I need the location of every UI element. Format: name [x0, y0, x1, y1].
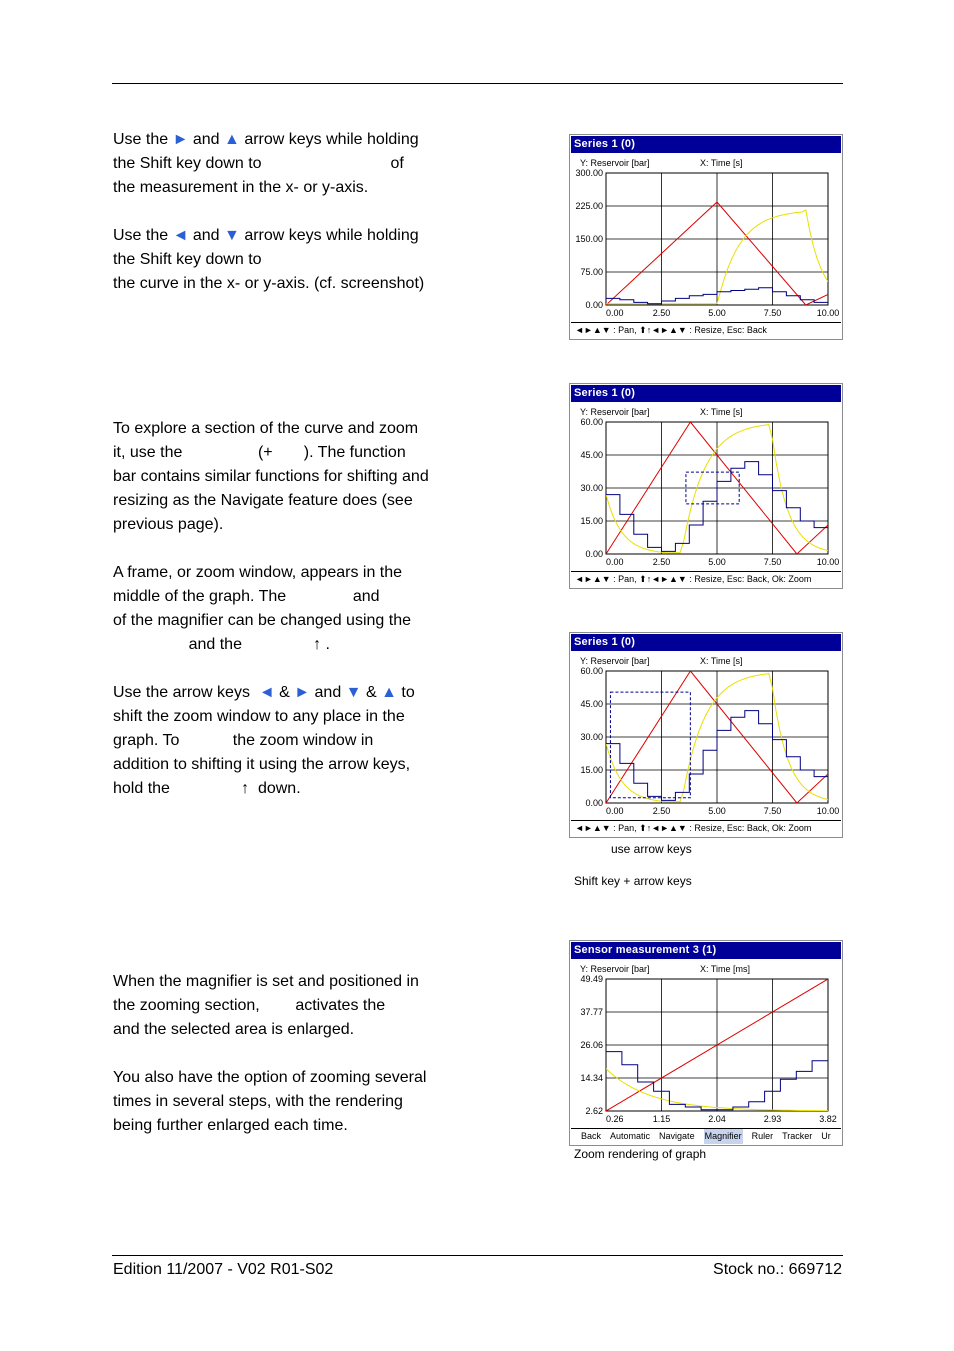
y-tick-label: 300.00	[575, 168, 603, 178]
x-axis-label: X: Time [ms]	[700, 964, 751, 974]
screenshot-zoom-rendering	[569, 940, 843, 1146]
up-arrow-icon: ▲	[381, 684, 397, 701]
x-tick-label: 5.00	[708, 806, 726, 816]
footer-edition: Edition 11/2007 - V02 R01-S02	[113, 1261, 334, 1278]
x-tick-label: 5.00	[708, 308, 726, 318]
graph-canvas	[570, 941, 843, 1146]
y-tick-label: 75.00	[580, 267, 603, 277]
x-tick-label: 2.93	[763, 1114, 782, 1124]
menu-bar	[571, 1128, 841, 1144]
para2-and: and	[188, 227, 225, 244]
y-tick-label: 0.00	[585, 549, 603, 559]
x-tick-label: 2.50	[652, 308, 671, 318]
footer-stock-no: Stock no.: 669712	[713, 1261, 842, 1278]
caption-use-arrow-keys: use arrow keys	[611, 842, 692, 856]
down-arrow-icon: ▼	[224, 227, 240, 244]
screenshot-magnifier-center	[569, 383, 843, 589]
header-rule	[112, 83, 843, 84]
right-arrow-icon: ►	[294, 684, 311, 701]
graph-canvas	[570, 384, 843, 589]
left-arrow-icon: ◄	[258, 684, 275, 701]
para5-and: and	[310, 684, 346, 701]
y-tick-label: 0.00	[585, 300, 603, 310]
screenshot-magnifier-moved	[569, 632, 843, 838]
menu-item-ruler: Ruler	[751, 1131, 774, 1141]
para5-amp: &	[274, 684, 295, 701]
x-tick-label: 2.50	[652, 557, 671, 567]
screen-title: Sensor measurement 3 (1)	[571, 942, 841, 959]
x-tick-label: 0.26	[606, 1114, 624, 1124]
down-arrow-icon: ▼	[345, 684, 362, 701]
caption-zoom-rendering: Zoom rendering of graph	[574, 1147, 707, 1161]
up-arrow-icon: ▲	[224, 131, 240, 148]
y-axis-label: Y: Reservoir [bar]	[580, 407, 650, 417]
para5-text-start: Use the arrow keys	[113, 684, 259, 701]
x-tick-label: 1.15	[652, 1114, 671, 1124]
function-bar: ◄►▲▼ : Pan, ⬆↑◄►▲▼ : Resize, Esc: Back, Ok: Zoom	[571, 820, 841, 836]
y-tick-label: 0.00	[585, 798, 603, 808]
y-tick-label: 225.00	[575, 201, 603, 211]
para5-text-rest: to shift the zoom window to any place in the graph. To the zoom window in addition to shifting it using the arrow keys, hold the ↑ down.	[113, 684, 415, 797]
x-tick-label: 10.00	[816, 557, 840, 567]
y-tick-label: 60.00	[580, 417, 603, 427]
menu-item-back: Back	[581, 1131, 602, 1141]
x-tick-label: 2.50	[652, 806, 671, 816]
y-tick-label: 15.00	[580, 516, 603, 526]
menu-item-automatic: Automatic	[610, 1131, 651, 1141]
y-tick-label: 150.00	[575, 234, 603, 244]
menu-item-navigate: Navigate	[659, 1131, 695, 1141]
paragraph-magnifier-activate: When the magnifier is set and positioned in the zooming section, activates the and the selected area is enlarged.	[113, 973, 419, 1038]
menu-item-ur: Ur	[821, 1131, 831, 1141]
x-axis-label: X: Time [s]	[700, 158, 743, 168]
paragraph-explore-zoom: To explore a section of the curve and zoom it, use the (+ ). The function bar contains similar functions for shifting and resizing as the Navigate feature does (see previous page).	[113, 420, 429, 533]
y-axis-label: Y: Reservoir [bar]	[580, 656, 650, 666]
x-tick-label: 7.50	[763, 806, 782, 816]
x-tick-label: 0.00	[606, 557, 624, 567]
y-tick-label: 37.77	[580, 1007, 603, 1017]
graph-canvas	[570, 633, 843, 838]
x-tick-label: 10.00	[816, 806, 840, 816]
x-axis-label: X: Time [s]	[700, 407, 743, 417]
paragraph-zoom-frame: A frame, or zoom window, appears in the middle of the graph. The and of the magnifier can be changed using the and the ↑ .	[113, 564, 411, 653]
menu-item-tracker: Tracker	[782, 1131, 813, 1141]
screen-title: Series 1 (0)	[571, 634, 841, 651]
y-tick-label: 2.62	[585, 1106, 603, 1116]
x-axis-label: X: Time [s]	[700, 656, 743, 666]
y-tick-label: 49.49	[580, 974, 603, 984]
screen-title: Series 1 (0)	[571, 385, 841, 402]
y-tick-label: 15.00	[580, 765, 603, 775]
y-axis-label: Y: Reservoir [bar]	[580, 158, 650, 168]
y-tick-label: 45.00	[580, 699, 603, 709]
screenshot-navigate-resize	[569, 134, 843, 340]
x-tick-label: 0.00	[606, 806, 624, 816]
x-tick-label: 5.00	[708, 557, 726, 567]
y-tick-label: 45.00	[580, 450, 603, 460]
y-tick-label: 30.00	[580, 732, 603, 742]
y-tick-label: 14.34	[580, 1073, 603, 1083]
paragraph-multi-zoom: You also have the option of zooming several times in several steps, with the rendering being further enlarged each time.	[113, 1069, 427, 1134]
x-tick-label: 0.00	[606, 308, 624, 318]
x-tick-label: 10.00	[816, 308, 840, 318]
menu-item-magnifier: Magnifier	[704, 1129, 743, 1144]
paragraph-shift-resize	[113, 128, 473, 200]
y-tick-label: 60.00	[580, 666, 603, 676]
paragraph-shift-zoom-window	[113, 681, 473, 801]
x-tick-label: 7.50	[763, 557, 782, 567]
x-tick-label: 2.04	[708, 1114, 726, 1124]
para5-amp2: &	[361, 684, 382, 701]
graph-canvas	[570, 135, 843, 340]
y-tick-label: 30.00	[580, 483, 603, 493]
caption-shift-arrow-keys: Shift key + arrow keys	[574, 874, 692, 888]
left-arrow-icon: ◄	[172, 227, 189, 244]
function-bar: ◄►▲▼ : Pan, ⬆↑◄►▲▼ : Resize, Esc: Back	[571, 322, 841, 338]
right-arrow-icon: ►	[172, 131, 189, 148]
x-tick-label: 7.50	[763, 308, 782, 318]
para2-text-rest: arrow keys while holding the Shift key down to the curve in the x- or y-axis. (cf. screenshot)	[113, 227, 425, 292]
paragraph-shift-shrink	[113, 224, 473, 296]
footer-rule	[112, 1255, 843, 1256]
para2-text-start: Use the	[113, 227, 173, 244]
function-bar: ◄►▲▼ : Pan, ⬆↑◄►▲▼ : Resize, Esc: Back, Ok: Zoom	[571, 571, 841, 587]
para1-text-rest: arrow keys while holding the Shift key down to of the measurement in the x- or y-axis.	[113, 131, 419, 196]
y-tick-label: 26.06	[580, 1040, 603, 1050]
screen-title: Series 1 (0)	[571, 136, 841, 153]
para1-and: and	[188, 131, 225, 148]
x-tick-label: 3.82	[819, 1114, 837, 1124]
para1-text-start: Use the	[113, 131, 173, 148]
y-axis-label: Y: Reservoir [bar]	[580, 964, 650, 974]
